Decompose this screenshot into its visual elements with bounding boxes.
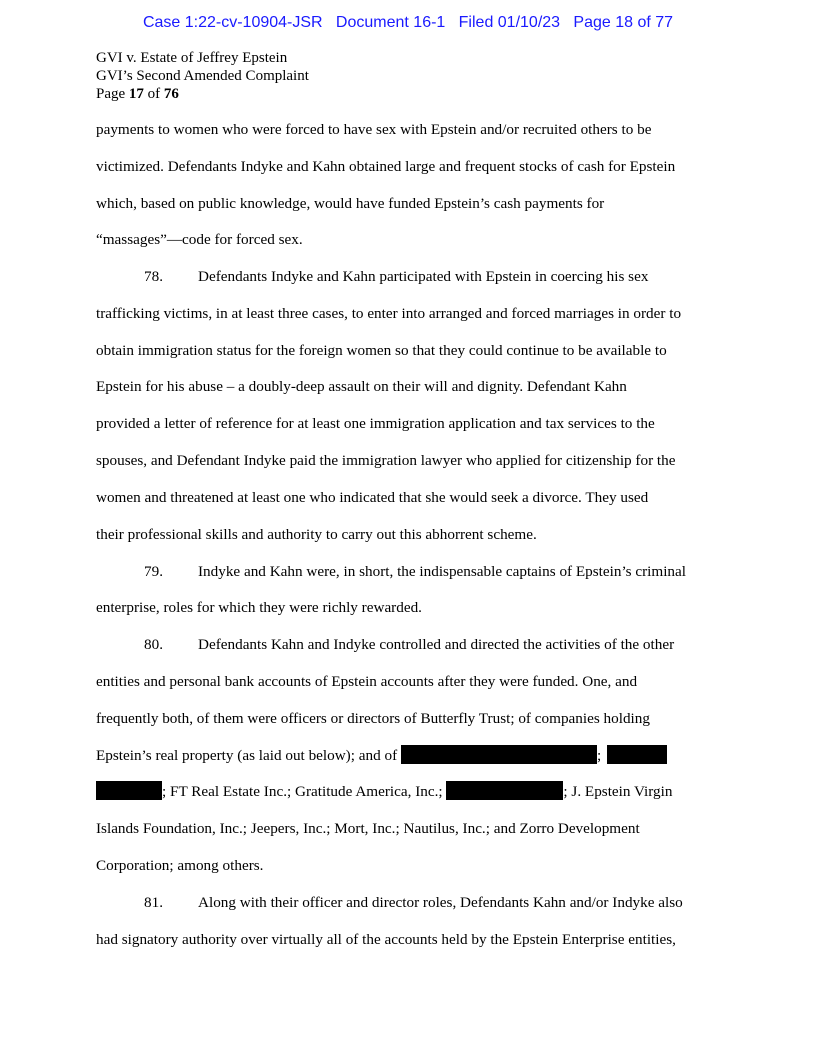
redaction-block: [446, 781, 563, 800]
body-line-text: ; J. Epstein Virgin: [563, 783, 673, 800]
document-title: GVI’s Second Amended Complaint: [96, 68, 309, 84]
redaction-block: [607, 745, 667, 764]
body-line: their professional skills and authority to carry out this abhorrent scheme.: [96, 526, 537, 543]
body-line: women and threatened at least one who indicated that she would seek a divorce. They used: [96, 489, 649, 506]
case-filing-stamp: Case 1:22-cv-10904-JSR Document 16-1 Filed 01/10/23 Page 18 of 77: [142, 14, 674, 31]
body-line: victimized. Defendants Indyke and Kahn obtained large and frequent stocks of cash for Epstein: [96, 158, 676, 175]
body-line: Epstein for his abuse – a doubly-deep assault on their will and dignity. Defendant Kahn: [96, 378, 627, 395]
case-caption: GVI v. Estate of Jeffrey Epstein: [96, 50, 288, 66]
body-line: trafficking victims, in at least three cases, to enter into arranged and forced marriages in order to: [96, 305, 682, 322]
body-line-text: Epstein’s real property (as laid out below); and of: [96, 747, 401, 764]
paragraph-number-78: 78.: [144, 268, 163, 285]
body-line: payments to women who were forced to have sex with Epstein and/or recruited others to be: [96, 121, 652, 138]
body-line-text: ;: [596, 747, 602, 764]
redaction-block: [96, 781, 162, 800]
page-label: Page: [96, 86, 129, 102]
page-number: 17: [128, 86, 144, 102]
paragraph-number-79: 79.: [144, 563, 163, 580]
body-line-text: ; FT Real Estate Inc.; Gratitude America, Inc.;: [162, 783, 447, 800]
body-line: Corporation; among others.: [96, 857, 264, 874]
body-line: obtain immigration status for the foreign women so that they could continue to be available to: [96, 342, 667, 359]
body-line: Islands Foundation, Inc.; Jeepers, Inc.; Mort, Inc.; Nautilus, Inc.; and Zorro Development: [96, 820, 640, 837]
page-number-line: [96, 85, 309, 103]
redaction-block: [401, 745, 597, 764]
body-line-text: Defendants Kahn and Indyke controlled and directed the activities of the other: [198, 636, 675, 653]
page-total: 76: [163, 86, 179, 102]
body-line: provided a letter of reference for at least one immigration application and tax services to the: [96, 415, 655, 432]
paragraph-number-81: 81.: [144, 894, 163, 911]
body-line: entities and personal bank accounts of Epstein accounts after they were funded. One, and: [96, 673, 638, 690]
paragraph-79-first-line: [96, 561, 686, 583]
body-line: which, based on public knowledge, would have funded Epstein’s cash payments for: [96, 195, 605, 212]
paragraph-81-first-line: [96, 892, 683, 914]
page-of-label: of: [143, 86, 164, 102]
body-line-with-redactions: [96, 781, 672, 803]
document-header: [96, 49, 309, 103]
body-line: enterprise, roles for which they were richly rewarded.: [96, 599, 422, 616]
paragraph-78-first-line: [96, 266, 648, 288]
body-line-text: Indyke and Kahn were, in short, the indispensable captains of Epstein’s criminal: [198, 563, 686, 580]
body-line-with-redactions: [96, 745, 667, 767]
paragraph-number-80: 80.: [144, 636, 163, 653]
body-line-text: Along with their officer and director roles, Defendants Kahn and/or Indyke also: [198, 894, 683, 911]
body-line: frequently both, of them were officers or directors of Butterfly Trust; of companies holding: [96, 710, 650, 727]
body-line-text: Defendants Indyke and Kahn participated with Epstein in coercing his sex: [198, 268, 649, 285]
paragraph-80-first-line: [96, 634, 674, 656]
body-line: “massages”—code for forced sex.: [96, 231, 303, 248]
body-line: had signatory authority over virtually all of the accounts held by the Epstein Enterprise entities,: [96, 931, 676, 948]
body-line: spouses, and Defendant Indyke paid the immigration lawyer who applied for citizenship for the: [96, 452, 676, 469]
